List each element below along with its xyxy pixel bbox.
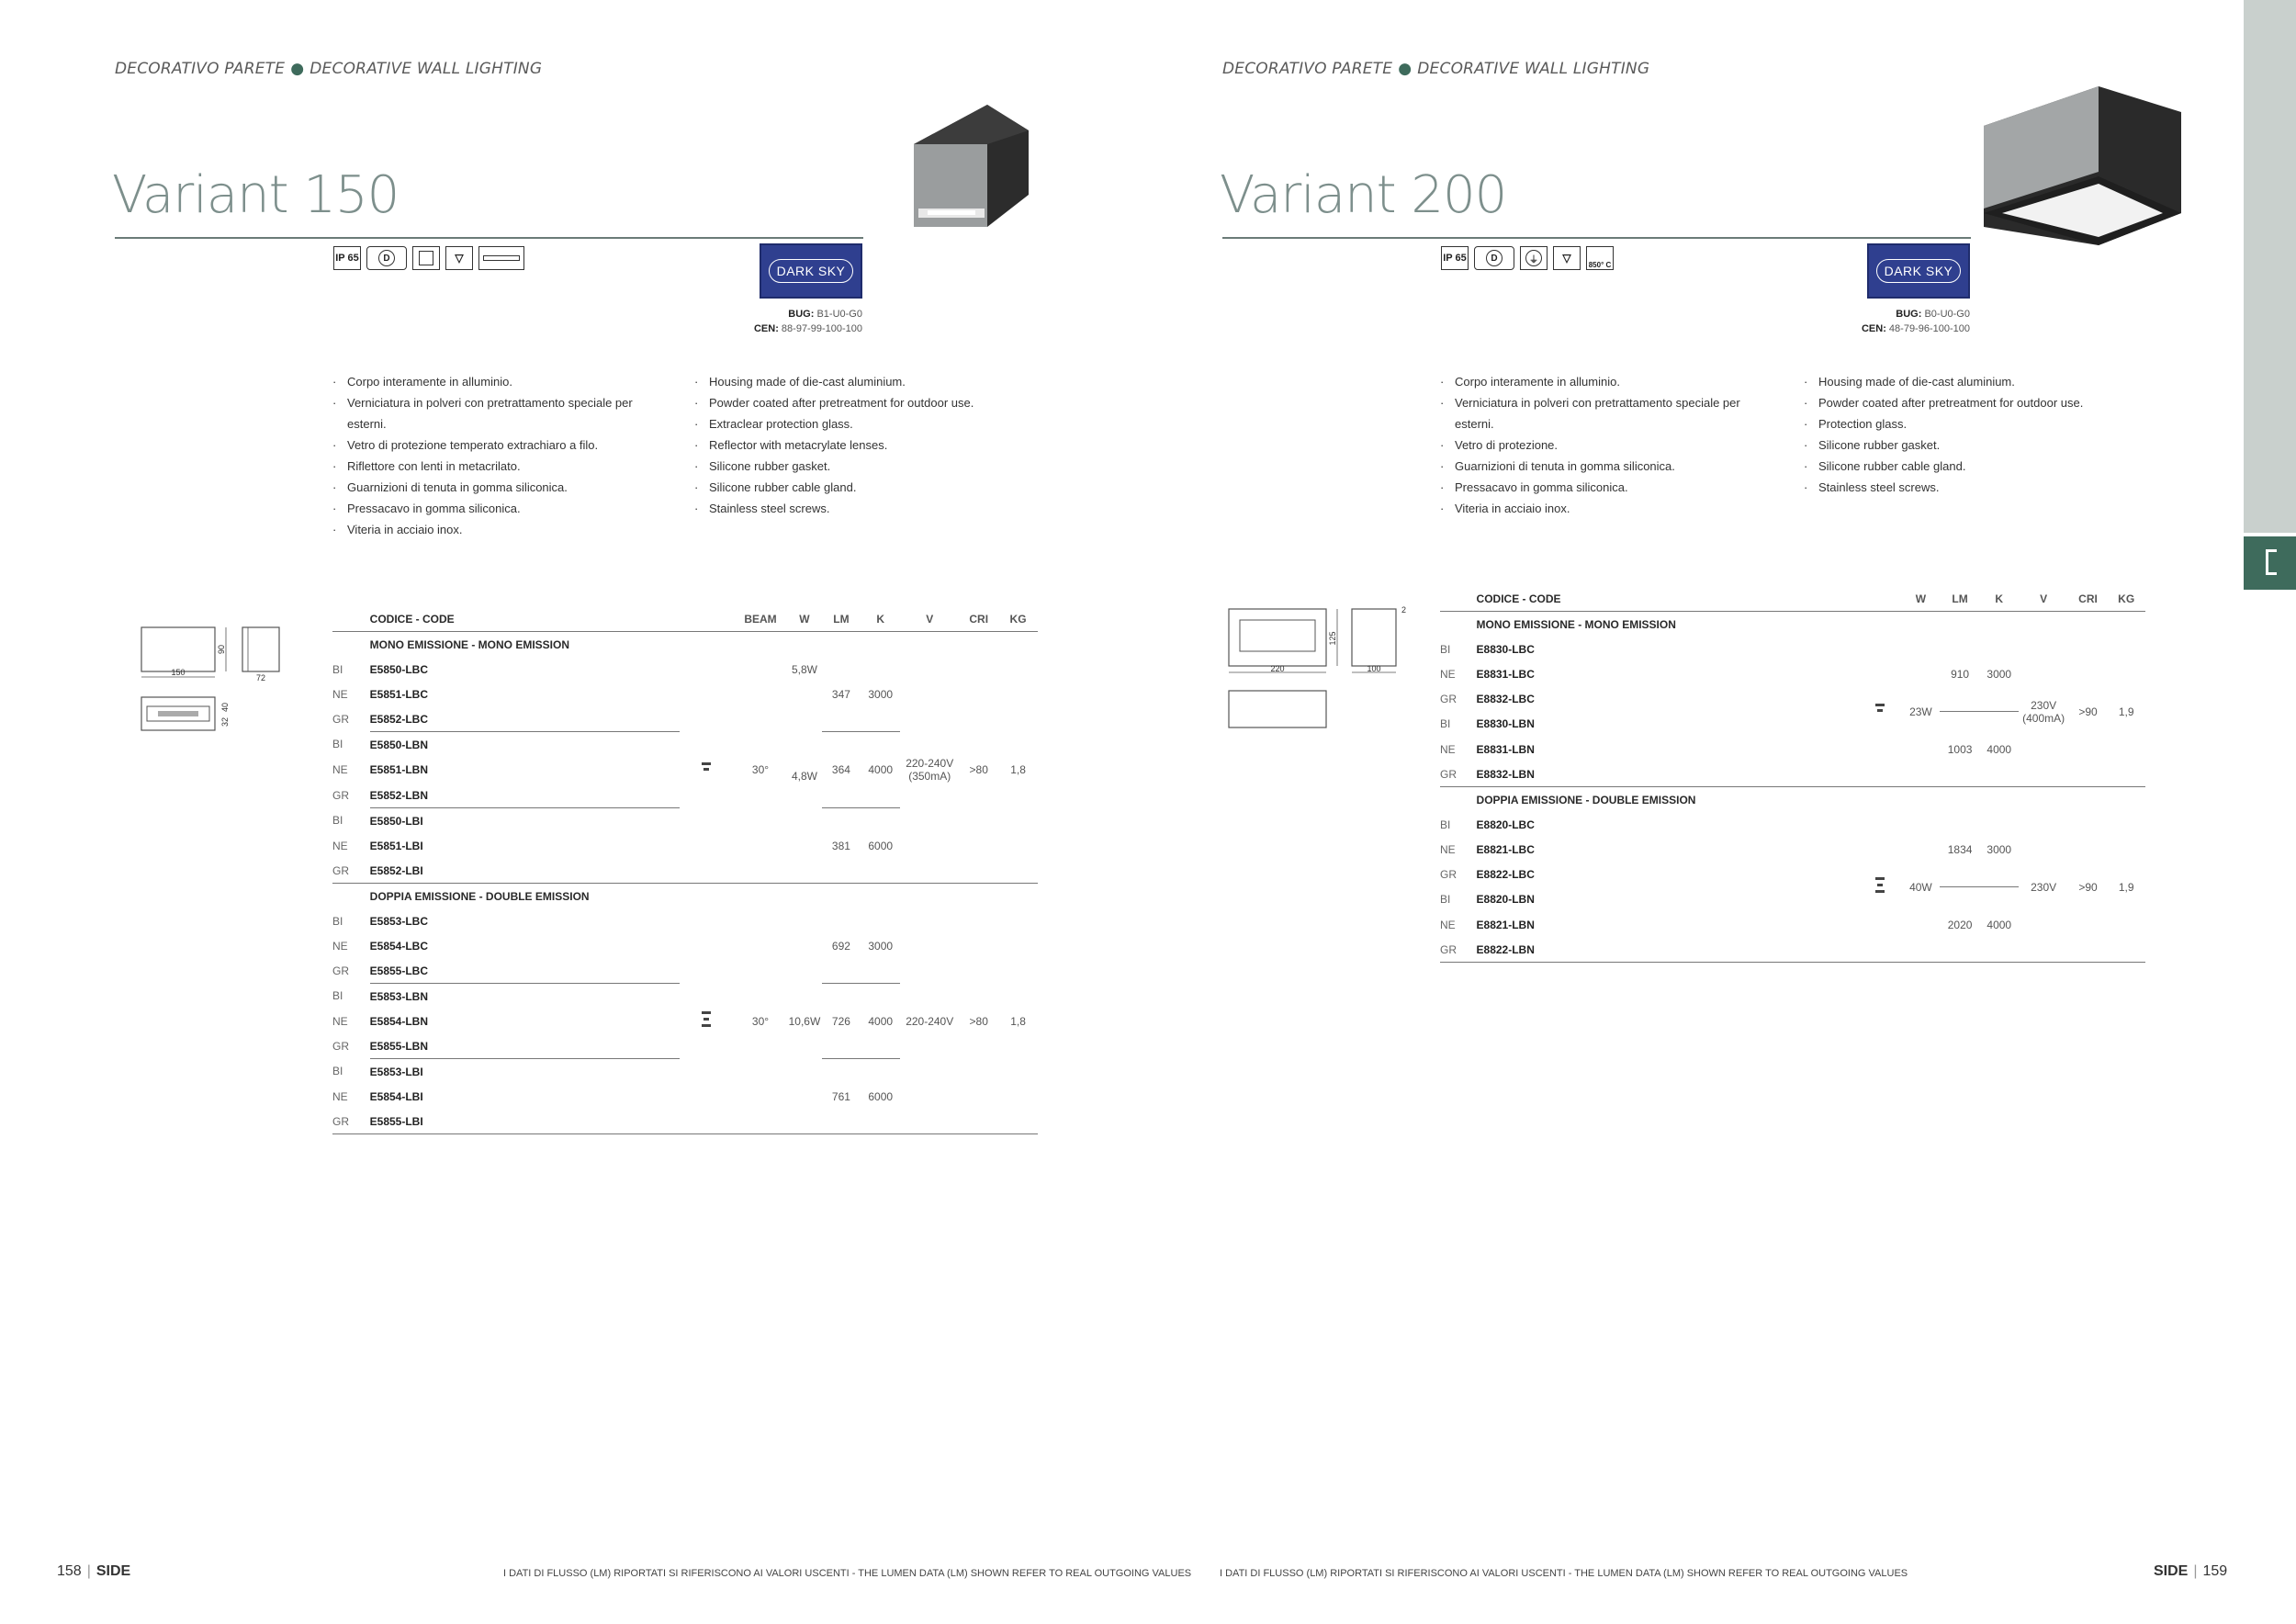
spec-table-right [1440, 586, 2145, 963]
table-row[interactable]: BI E5853-LBN [332, 989, 429, 1003]
feature-item: · Corpo interamente in alluminio. [331, 371, 661, 392]
feature-item: · Housing made of die-cast aluminium. [692, 371, 1023, 392]
features-en-left [692, 371, 1023, 519]
table-row[interactable]: NE E8831-LBC 910 3000 [1440, 667, 2012, 681]
table-row[interactable]: BI E5850-LBC 5,8W [332, 662, 817, 676]
product-image-variant-200 [1979, 85, 2186, 250]
feature-item: · Protection glass. [1802, 413, 2133, 434]
table-row[interactable]: BI E5850-LBI [332, 814, 423, 828]
feature-item: · Corpo interamente in alluminio. [1438, 371, 1769, 392]
table-row[interactable]: BI E8830-LBC [1440, 642, 1535, 656]
mono-beam-icon [1874, 702, 1886, 718]
feature-item: · Powder coated after pretreatment for outdoor use. [692, 392, 1023, 413]
dim-width-200: 220 [1270, 664, 1285, 673]
f-mark-icon: ▽ [1553, 246, 1581, 270]
ip65-icon: IP 65 [1441, 246, 1469, 270]
section-icon [2266, 549, 2277, 575]
title-rule-right [1222, 237, 1971, 239]
certification-icons-left [333, 246, 524, 270]
footer-note-right: I DATI DI FLUSSO (LM) RIPORTATI SI RIFERISCONO AI VALORI USCENTI - THE LUMEN DATA (LM) SHOWN REFER TO REAL OUTGOING VALUES [1220, 1568, 1908, 1579]
driver-icon [478, 246, 524, 270]
svg-text:32: 32 [220, 716, 230, 727]
product-title-left: Variant 150 [112, 165, 400, 225]
table-row[interactable]: GR E8832-LBN [1440, 761, 2145, 787]
table-row[interactable]: NE E8831-LBN 1003 4000 [1440, 742, 2012, 756]
footer-note-left: I DATI DI FLUSSO (LM) RIPORTATI SI RIFERISCONO AI VALORI USCENTI - THE LUMEN DATA (LM) SHOWN REFER TO REAL OUTGOING VALUES [503, 1568, 1192, 1579]
dim-height-200: 125 [1328, 631, 1337, 646]
table-row[interactable]: NE E5851-LBC 347 3000 [332, 687, 894, 701]
spec-table-left [332, 606, 1038, 1134]
double-insulation-icon [412, 246, 440, 270]
feature-item: · Verniciatura in polveri con pretrattamento speciale per esterni. [331, 392, 661, 434]
table-row[interactable]: NE E5854-LBC 692 3000 [332, 939, 894, 953]
feature-item: · Stainless steel screws. [1802, 477, 2133, 498]
feature-item: · Viteria in acciaio inox. [1438, 498, 1769, 519]
table-row[interactable]: BI E5853-LBC [332, 914, 429, 928]
feature-item: · Vetro di protezione. [1438, 434, 1769, 456]
feature-item: · Pressacavo in gomma siliconica. [1438, 477, 1769, 498]
features-en-right [1802, 371, 2133, 498]
table-row[interactable]: BI E8820-LBC [1440, 818, 1535, 831]
table-row[interactable]: GR E5855-LBI [332, 1109, 1038, 1134]
category-header-right: DECORATIVO PARETE ● DECORATIVE WALL LIGHTING [1222, 60, 1650, 78]
section-title-double: DOPPIA EMISSIONE - DOUBLE EMISSION [1476, 793, 1696, 806]
earth-ground-icon: ⏚ [1520, 246, 1548, 270]
table-row[interactable]: GR E8822-LBN [1440, 937, 2145, 963]
feature-item: · Guarnizioni di tenuta in gomma siliconica. [1438, 456, 1769, 477]
side-tab-marker[interactable] [2244, 536, 2296, 590]
table-row[interactable]: GR E5852-LBN [332, 783, 1038, 808]
section-title-double: DOPPIA EMISSIONE - DOUBLE EMISSION [369, 889, 590, 903]
dimension-drawing-variant-200 [1227, 602, 1411, 735]
dim-depth-150: 72 [255, 673, 266, 682]
table-row[interactable]: GR E5855-LBC [332, 958, 1038, 984]
page-number-left: 158 | SIDE [57, 1563, 131, 1579]
double-beam-icon [1874, 877, 1886, 894]
feature-item: · Housing made of die-cast aluminium. [1802, 371, 2133, 392]
feature-item: · Verniciatura in polveri con pretrattamento speciale per esterni. [1438, 392, 1769, 434]
title-rule-left [115, 237, 863, 239]
table-row[interactable]: NE E5851-LBN 30° 4,8W 364 4000 220-240V (350mA) >80 1,8 [332, 757, 1026, 783]
dim-width-150: 150 [171, 668, 186, 677]
side-tab-strip [2244, 0, 2296, 533]
table-row[interactable]: GR E5855-LBN [332, 1033, 1038, 1059]
table-header: CODICE - CODE BEAM W LM K V CRI KG [332, 606, 1038, 632]
dimension-drawing-variant-150 [138, 620, 289, 739]
feature-item: · Silicone rubber gasket. [1802, 434, 2133, 456]
table-row[interactable]: GR E8832-LBC 23W 230V (400mA) >90 1,9 [1440, 686, 2145, 712]
mono-beam-icon [700, 761, 713, 777]
feature-item: · Riflettore con lenti in metacrilato. [331, 456, 661, 477]
section-title-mono: MONO EMISSIONE - MONO EMISSION [369, 637, 570, 651]
dark-sky-badge-right: DARK SKY [1867, 243, 1970, 299]
table-row[interactable]: GR E5852-LBI [332, 858, 1038, 884]
section-title-mono: MONO EMISSIONE - MONO EMISSION [1476, 617, 1676, 631]
class-d-icon: D [1474, 246, 1514, 270]
category-header-left: DECORATIVO PARETE ● DECORATIVE WALL LIGHTING [115, 60, 543, 78]
table-row[interactable]: BI E5850-LBN [332, 738, 429, 751]
f-mark-icon: ▽ [445, 246, 473, 270]
feature-item: · Guarnizioni di tenuta in gomma siliconica. [331, 477, 661, 498]
certification-icons-right [1441, 246, 1614, 270]
table-row[interactable]: NE E5851-LBI 381 6000 [332, 839, 894, 852]
double-beam-icon [700, 1011, 713, 1028]
svg-text:2: 2 [1401, 605, 1407, 615]
table-row[interactable]: BI E8820-LBN [1440, 893, 1535, 907]
table-row[interactable]: BI E8830-LBN [1440, 717, 1535, 731]
features-it-right [1438, 371, 1769, 519]
table-row[interactable]: GR E5852-LBC [332, 706, 1038, 732]
dim-depth-200: 100 [1367, 664, 1381, 673]
table-row[interactable]: NE E5854-LBI 761 6000 [332, 1089, 894, 1103]
page-number-right: SIDE | 159 [2154, 1563, 2228, 1579]
product-title-right: Variant 200 [1220, 165, 1507, 225]
feature-item: · Pressacavo in gomma siliconica. [331, 498, 661, 519]
feature-item: · Vetro di protezione temperato extrachiaro a filo. [331, 434, 661, 456]
table-row[interactable]: NE E8821-LBN 2020 4000 [1440, 918, 2012, 931]
ip65-icon: IP 65 [333, 246, 361, 270]
feature-item: · Silicone rubber cable gland. [1802, 456, 2133, 477]
feature-item: · Extraclear protection glass. [692, 413, 1023, 434]
table-row[interactable]: GR E8822-LBC 40W 230V >90 1,9 [1440, 862, 2145, 887]
feature-item: · Silicone rubber gasket. [692, 456, 1023, 477]
class-d-icon: D [366, 246, 407, 270]
feature-item: · Reflector with metacrylate lenses. [692, 434, 1023, 456]
feature-item: · Stainless steel screws. [692, 498, 1023, 519]
table-row[interactable]: NE E5854-LBN 30° 10,6W 726 4000 220-240V >80 1,8 [332, 1009, 1038, 1033]
dark-sky-badge-left: DARK SKY [760, 243, 862, 299]
feature-item: · Viteria in acciaio inox. [331, 519, 661, 540]
svg-text:40: 40 [220, 702, 230, 712]
feature-item: · Powder coated after pretreatment for outdoor use. [1802, 392, 2133, 413]
features-it-left [331, 371, 661, 540]
product-image-variant-150 [909, 103, 1042, 231]
table-row[interactable]: NE E8821-LBC 1834 3000 [1440, 842, 2012, 856]
table-row[interactable]: BI E5853-LBI [332, 1065, 423, 1078]
dim-height-150: 90 [217, 644, 226, 655]
table-header: CODICE - CODE W LM K V CRI KG [1440, 586, 2145, 612]
bug-cen-right: BUG: B0-U0-G0 CEN: 48-79-96-100-100 [1861, 309, 1970, 334]
bug-cen-left: BUG: B1-U0-G0 CEN: 88-97-99-100-100 [753, 309, 862, 334]
glow-wire-icon: 850° C [1586, 246, 1614, 270]
feature-item: · Silicone rubber cable gland. [692, 477, 1023, 498]
